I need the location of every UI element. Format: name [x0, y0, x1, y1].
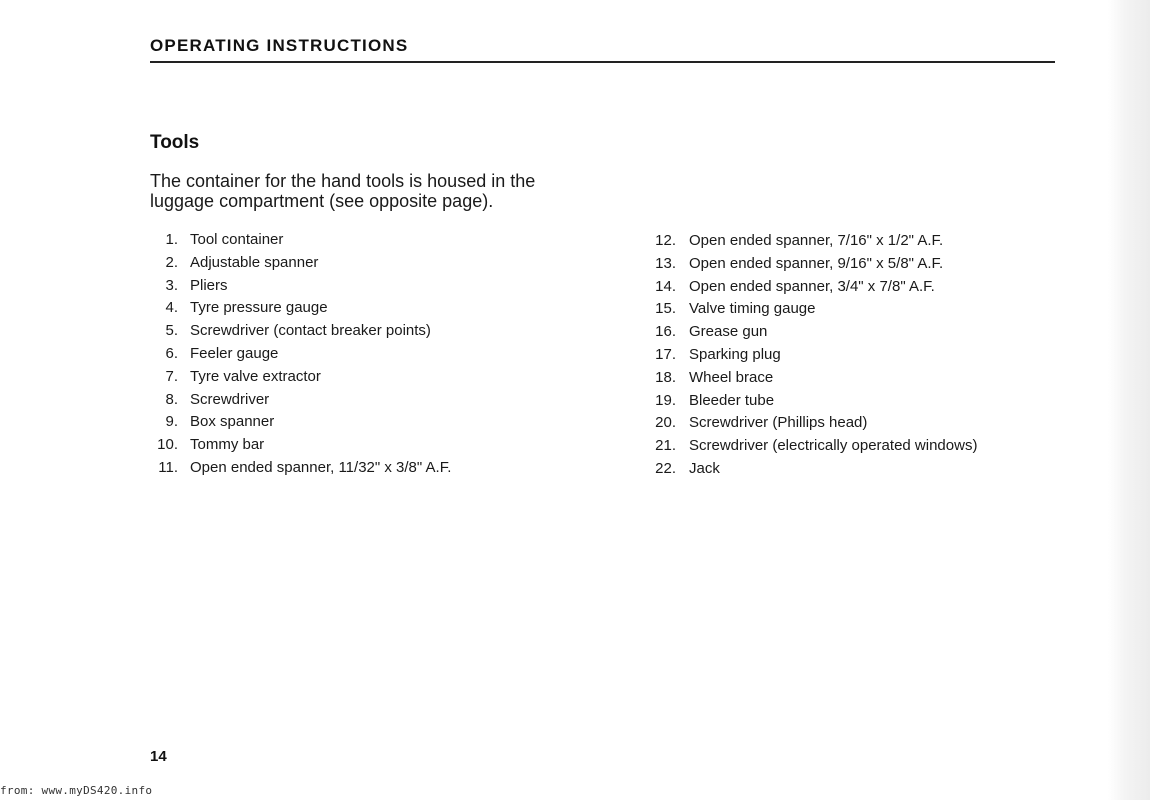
item-label: Tommy bar — [190, 436, 265, 454]
list-item — [150, 320, 451, 343]
item-label: Grease gun — [689, 323, 768, 341]
list-item — [150, 389, 451, 412]
item-number: 7. — [165, 367, 178, 385]
item-number: 5. — [165, 322, 178, 340]
list-item — [150, 229, 451, 252]
list-item — [150, 252, 451, 275]
item-number: 15. — [655, 300, 676, 318]
list-item — [150, 434, 451, 457]
page-header-title: OPERATING INSTRUCTIONS — [150, 36, 409, 55]
item-label: Feeler gauge — [190, 344, 279, 362]
tool-list-left — [150, 229, 451, 480]
list-item — [646, 367, 977, 390]
item-number: 3. — [165, 276, 178, 294]
list-item — [646, 230, 977, 253]
item-label: Sparking plug — [689, 345, 781, 363]
list-item — [646, 390, 977, 413]
item-number: 13. — [655, 254, 676, 272]
item-number: 22. — [655, 459, 676, 477]
item-label: Adjustable spanner — [190, 253, 319, 271]
item-number: 17. — [655, 345, 676, 363]
header-rule — [150, 61, 1055, 63]
item-number: 9. — [165, 413, 178, 431]
list-item — [150, 343, 451, 366]
page-number: 14 — [150, 748, 167, 765]
list-item — [150, 297, 451, 320]
item-label: Wheel brace — [689, 368, 774, 386]
source-watermark: from: www.myDS420.info — [0, 784, 153, 797]
item-number: 19. — [655, 391, 676, 409]
list-item — [646, 321, 977, 344]
item-number: 12. — [655, 232, 676, 249]
list-item — [646, 298, 977, 321]
item-label: Box spanner — [190, 413, 275, 431]
item-label: Jack — [689, 459, 720, 477]
item-label: Screwdriver — [190, 390, 270, 408]
item-label: Bleeder tube — [689, 391, 775, 409]
list-item — [150, 366, 451, 389]
tool-list-right — [646, 230, 977, 481]
list-item — [646, 344, 977, 367]
item-number: 10. — [157, 436, 178, 454]
item-label: Screwdriver (electrically operated windows) — [689, 437, 978, 455]
list-item — [646, 435, 977, 458]
list-item — [150, 457, 451, 480]
item-label: Screwdriver (Phillips head) — [689, 414, 868, 432]
item-label: Open ended spanner, 7/16" x 1/2" A.F. — [689, 232, 944, 249]
list-item — [150, 411, 451, 434]
list-item — [646, 276, 977, 299]
item-number: 14. — [655, 277, 676, 295]
item-number: 11. — [158, 458, 178, 476]
item-label: Open ended spanner, 9/16" x 5/8" A.F. — [689, 254, 944, 272]
item-label: Pliers — [190, 276, 228, 294]
item-number: 16. — [655, 323, 676, 341]
item-number: 2. — [165, 253, 178, 271]
item-number: 18. — [655, 368, 676, 386]
intro-paragraph: The container for the hand tools is housed in the luggage compartment (see opposite page). — [150, 171, 536, 211]
item-label: Screwdriver (contact breaker points) — [190, 322, 431, 340]
section-heading: Tools — [150, 132, 200, 153]
page-edge-shadow — [1108, 0, 1150, 800]
item-label: Open ended spanner, 3/4" x 7/8" A.F. — [689, 277, 935, 295]
item-label: Valve timing gauge — [689, 300, 816, 318]
list-item — [150, 275, 451, 298]
item-label: Open ended spanner, 11/32" x 3/8" A.F. — [190, 458, 452, 476]
item-label: Tyre valve extractor — [190, 367, 321, 385]
item-number: 1. — [165, 231, 178, 248]
item-label: Tool container — [190, 231, 284, 248]
item-number: 6. — [165, 344, 178, 362]
item-number: 20. — [655, 414, 676, 432]
list-item — [646, 253, 977, 276]
item-label: Tyre pressure gauge — [190, 299, 328, 317]
item-number: 4. — [165, 299, 178, 317]
item-number: 8. — [165, 390, 178, 408]
item-number: 21. — [655, 437, 676, 455]
list-item — [646, 412, 977, 435]
list-item — [646, 458, 977, 481]
